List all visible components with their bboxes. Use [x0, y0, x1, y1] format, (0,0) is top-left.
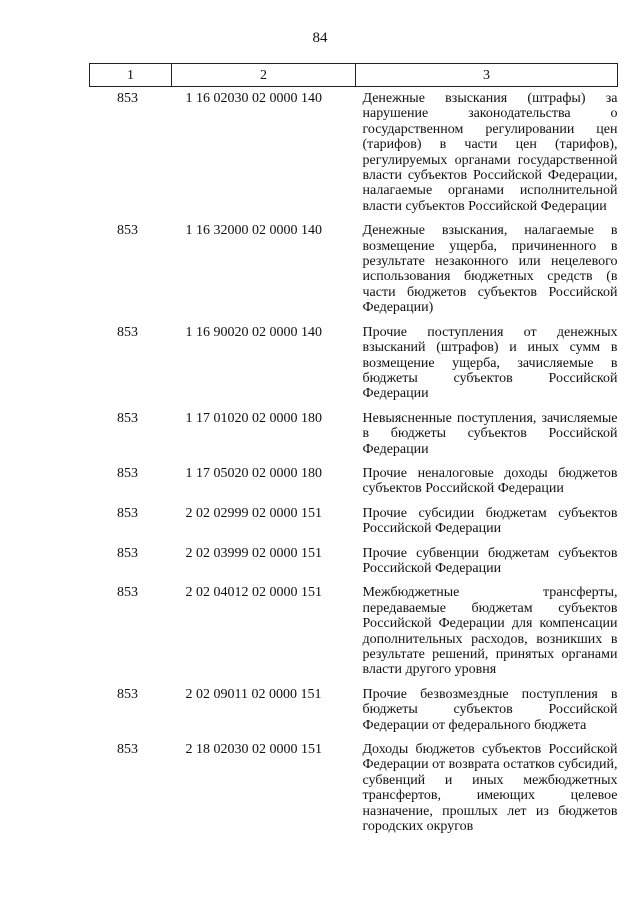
- admin-code-cell: 853: [117, 686, 138, 702]
- revenue-code-cell: 1 16 32000 02 0000 140: [185, 223, 322, 239]
- revenue-name-cell: Межбюджетные трансферты, передаваемые бюджетам субъектов Российской Федерации для компенсации дополнительных расходов, возникших в результате решений, принятых органами власти другого уровня: [362, 585, 618, 678]
- revenue-name-cell: Невыясненные поступления, зачисляемые в бюджеты субъектов Российской Федерации: [362, 410, 618, 457]
- revenue-code-cell: 2 02 02999 02 0000 151: [185, 505, 322, 521]
- revenue-name-cell: Денежные взыскания (штрафы) за нарушение законодательства о государственном регулировании цен (тарифов) в части цен (тарифов), регулируемых органами государственной власти субъектов Российской Федерации, налагаемые органами исполнительной власти субъектов Российской Федерации: [362, 91, 618, 214]
- column-header-1: 1: [90, 64, 172, 87]
- revenue-codes-table: [89, 63, 618, 843]
- revenue-name-cell: Денежные взыскания, налагаемые в возмещение ущерба, причиненного в результате незаконного или нецелевого использования бюджетных средств (в части бюджетов субъектов Российской Федерации): [362, 223, 618, 316]
- admin-code-cell: 853: [117, 91, 138, 106]
- table-row: [90, 585, 618, 686]
- revenue-code-cell: 1 17 05020 02 0000 180: [185, 465, 322, 481]
- revenue-name-cell: Прочие безвозмездные поступления в бюджеты субъектов Российской Федерации от федерального бюджета: [362, 686, 618, 733]
- revenue-name-cell: Прочие субвенции бюджетам субъектов Российской Федерации: [362, 545, 618, 576]
- table-row: [90, 546, 618, 586]
- column-header-3: 3: [356, 64, 618, 87]
- revenue-code-cell: 1 16 90020 02 0000 140: [185, 324, 322, 340]
- table-row: [90, 687, 618, 742]
- table-row: [90, 325, 618, 411]
- table-row: [90, 742, 618, 843]
- revenue-name-cell: Доходы бюджетов субъектов Российской Федерации от возврата остатков субсидий, субвенций и иных межбюджетных трансфертов, имеющих целевое назначение, прошлых лет из бюджетов городских округов: [362, 742, 618, 835]
- page-number: 84: [312, 30, 328, 46]
- revenue-name-cell: Прочие субсидии бюджетам субъектов Российской Федерации: [362, 505, 618, 537]
- admin-code-cell: 853: [117, 223, 138, 239]
- table-row: [90, 87, 618, 224]
- revenue-code-cell: 2 02 04012 02 0000 151: [185, 585, 322, 601]
- admin-code-cell: 853: [117, 545, 138, 561]
- admin-code-cell: 853: [117, 465, 138, 481]
- table-header-row: [90, 64, 618, 87]
- revenue-code-cell: 2 18 02030 02 0000 151: [185, 742, 322, 758]
- table-row: [90, 223, 618, 324]
- admin-code-cell: 853: [117, 324, 138, 340]
- table-row: [90, 411, 618, 466]
- admin-code-cell: 853: [117, 742, 138, 758]
- table-row: [90, 506, 618, 546]
- revenue-code-cell: 1 17 01020 02 0000 180: [185, 410, 322, 426]
- admin-code-cell: 853: [117, 585, 138, 601]
- column-header-2: 2: [172, 64, 356, 87]
- revenue-code-cell: 1 16 02030 02 0000 140: [185, 91, 322, 106]
- table-row: [90, 466, 618, 506]
- revenue-code-cell: 2 02 03999 02 0000 151: [185, 545, 322, 561]
- revenue-code-cell: 2 02 09011 02 0000 151: [185, 686, 322, 702]
- admin-code-cell: 853: [117, 410, 138, 426]
- revenue-name-cell: Прочие неналоговые доходы бюджетов субъектов Российской Федерации: [362, 465, 618, 497]
- revenue-name-cell: Прочие поступления от денежных взысканий (штрафов) и иных сумм в возмещение ущерба, зачисляемые в бюджеты субъектов Российской Федерации: [362, 324, 618, 402]
- admin-code-cell: 853: [117, 505, 138, 521]
